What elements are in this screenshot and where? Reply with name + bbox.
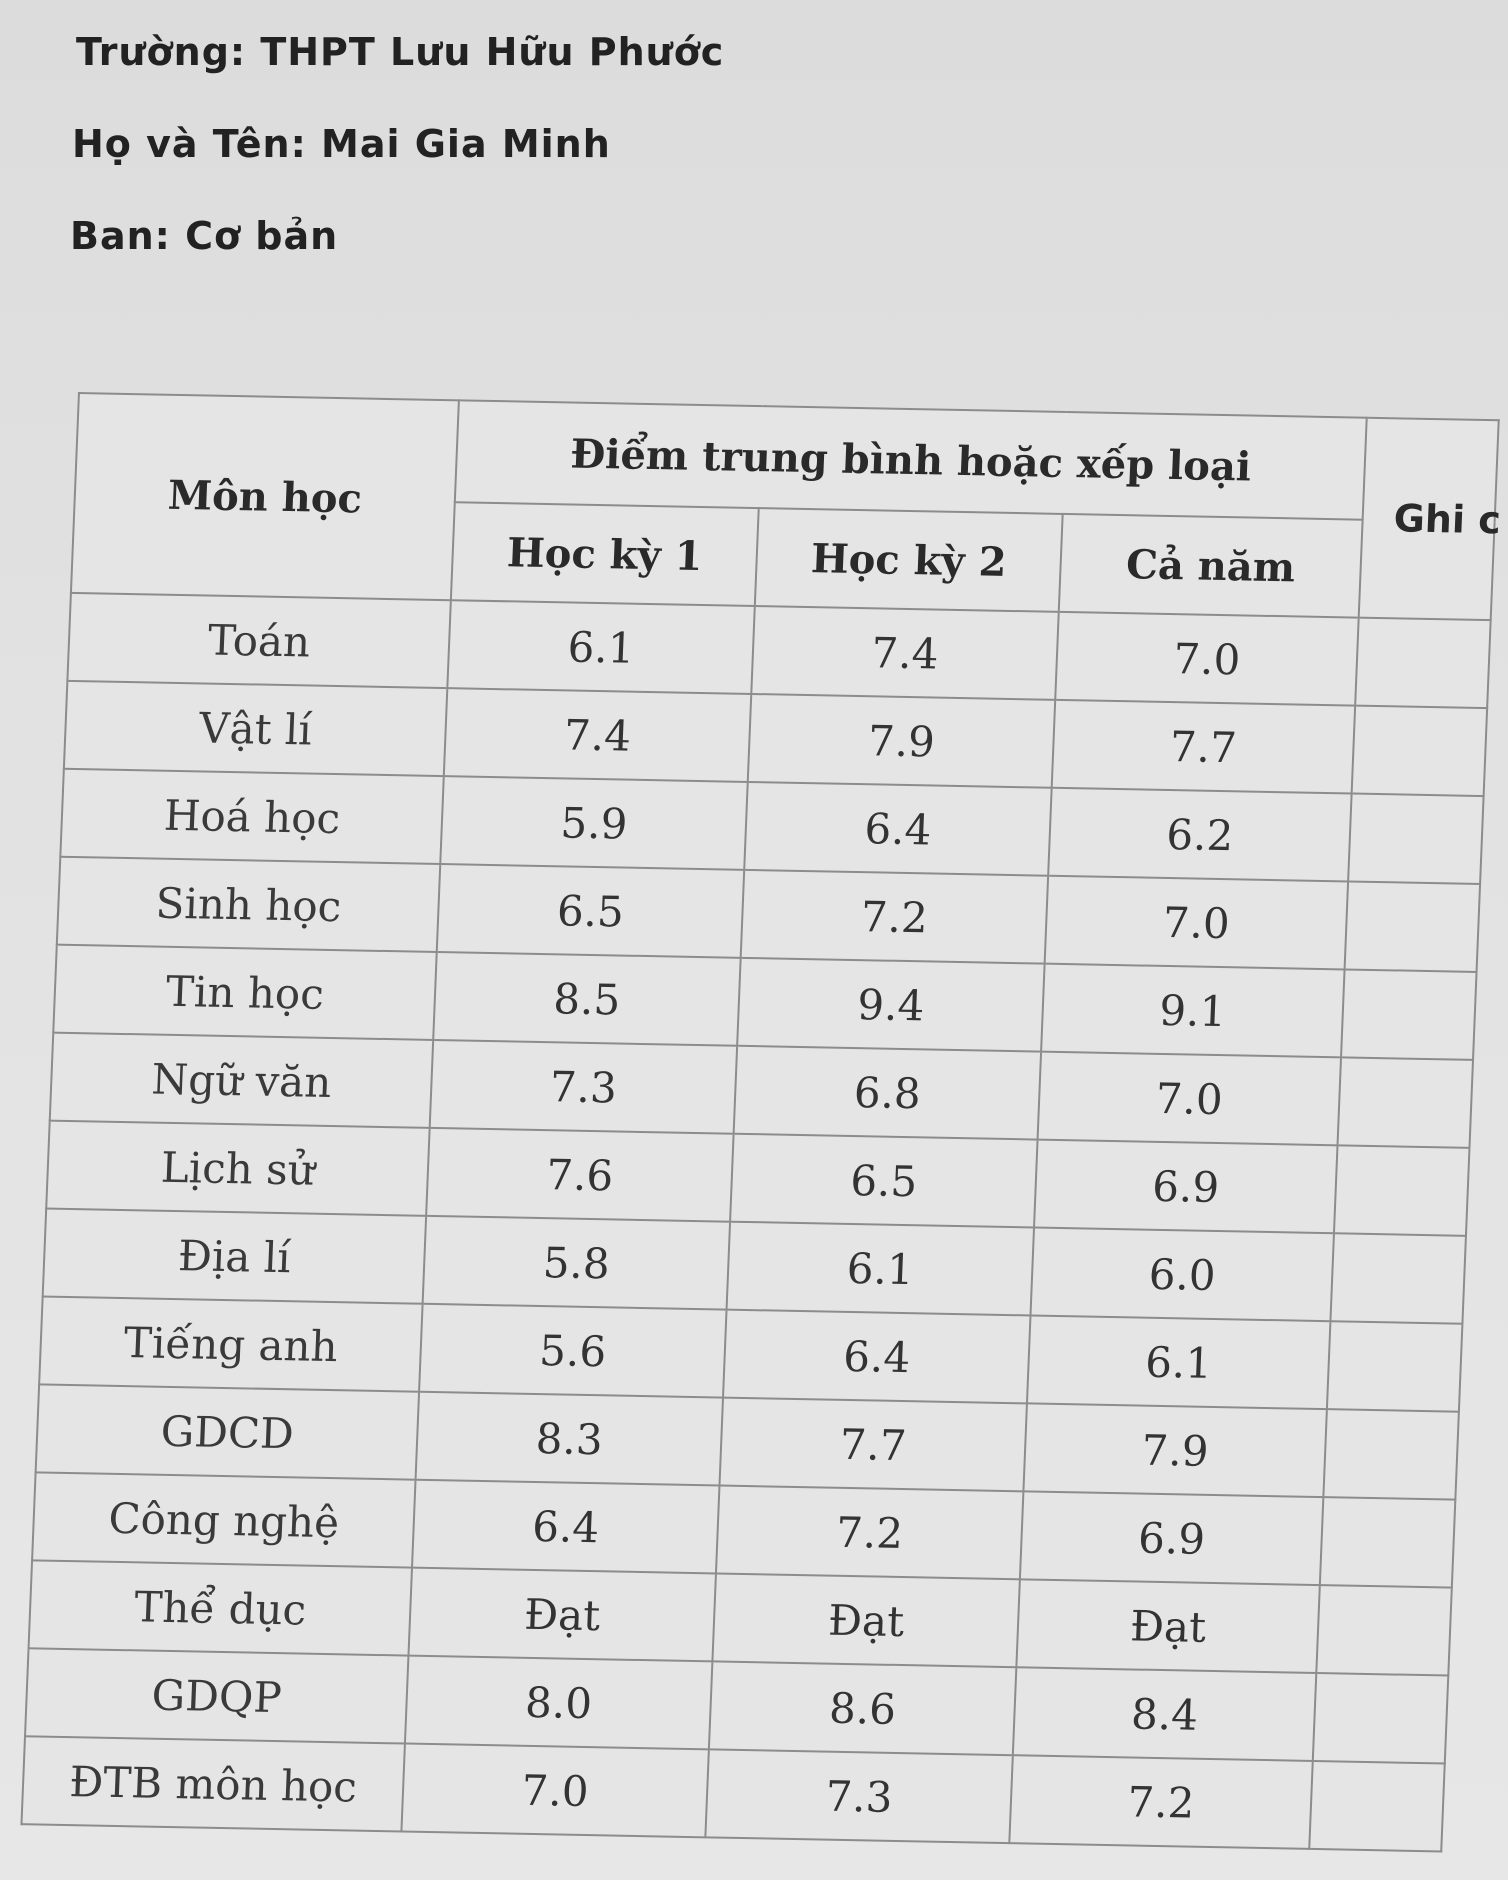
semester2-cell: 7.2	[741, 870, 1048, 964]
subject-cell: Sinh học	[57, 857, 440, 952]
note-cell	[1313, 1673, 1449, 1763]
semester1-cell: 5.8	[423, 1216, 730, 1310]
full-year-cell: 6.1	[1027, 1315, 1331, 1409]
full-year-cell: Đạt	[1016, 1579, 1320, 1673]
student-name-line: Họ và Tên: Mai Gia Minh	[72, 122, 611, 166]
semester2-cell: 9.4	[737, 958, 1044, 1052]
semester1-cell: 7.3	[430, 1040, 737, 1134]
full-year-cell: 7.0	[1038, 1052, 1342, 1146]
subject-cell: Tin học	[53, 945, 436, 1040]
note-cell	[1327, 1321, 1463, 1411]
full-year-cell: 7.0	[1045, 876, 1349, 970]
note-cell	[1316, 1585, 1452, 1675]
full-year-header: Cả năm	[1059, 514, 1363, 618]
subject-cell: Địa lí	[43, 1209, 426, 1304]
semester2-cell: 6.8	[734, 1046, 1041, 1140]
semester1-cell: 6.5	[437, 864, 744, 958]
subject-cell: Thể dục	[29, 1560, 412, 1655]
track-line: Ban: Cơ bản	[70, 214, 339, 258]
semester2-cell: Đạt	[712, 1573, 1019, 1667]
full-year-cell: 6.9	[1034, 1140, 1338, 1234]
semester2-cell: 6.1	[727, 1222, 1034, 1316]
full-year-cell: 6.9	[1020, 1491, 1324, 1585]
semester1-cell: 8.5	[433, 952, 740, 1046]
semester2-cell: 6.4	[723, 1310, 1030, 1404]
note-cell	[1348, 794, 1484, 884]
note-cell	[1341, 969, 1477, 1059]
note-cell	[1320, 1497, 1456, 1587]
semester1-cell: 8.3	[416, 1392, 723, 1486]
semester1-cell: 5.6	[419, 1304, 726, 1398]
table-header-row	[75, 393, 1499, 522]
subject-cell: GDQP	[25, 1648, 408, 1743]
full-year-cell: 7.0	[1055, 612, 1359, 706]
subject-cell: Tiếng anh	[39, 1296, 422, 1391]
semester2-header: Học kỳ 2	[755, 508, 1063, 612]
full-year-cell: 9.1	[1041, 964, 1345, 1058]
note-cell	[1338, 1057, 1474, 1147]
semester2-cell: 8.6	[709, 1661, 1016, 1755]
semester2-cell: 7.9	[748, 694, 1055, 788]
note-cell	[1334, 1145, 1470, 1235]
semester2-cell: 6.5	[730, 1134, 1037, 1228]
full-year-cell: 6.2	[1048, 788, 1352, 882]
semester2-cell: 7.7	[719, 1398, 1026, 1492]
subject-cell: Công nghệ	[32, 1472, 415, 1567]
subject-cell: Vật lí	[64, 681, 447, 776]
semester1-cell: 7.4	[444, 688, 751, 782]
note-cell	[1309, 1761, 1445, 1851]
full-year-cell: 7.7	[1052, 700, 1356, 794]
semester2-cell: 7.4	[751, 606, 1058, 700]
full-year-cell: 6.0	[1030, 1228, 1334, 1322]
grades-table-wrapper	[20, 392, 1507, 1853]
full-year-cell: 8.4	[1013, 1667, 1317, 1761]
semester1-cell: 7.0	[401, 1744, 708, 1838]
subject-cell: Ngữ văn	[50, 1033, 433, 1128]
note-cell	[1352, 706, 1488, 796]
note-column-header: Ghi c	[1359, 418, 1499, 620]
school-line: Trường: THPT Lưu Hữu Phước	[76, 30, 725, 74]
full-year-cell: 7.9	[1023, 1403, 1327, 1497]
semester1-cell: 7.6	[426, 1128, 733, 1222]
subject-cell: Hoá học	[60, 769, 443, 864]
semester1-cell: 6.1	[447, 600, 754, 694]
semester1-header: Học kỳ 1	[451, 502, 759, 606]
subject-column-header: Môn học	[71, 393, 459, 600]
subject-cell: Lịch sử	[46, 1121, 429, 1216]
semester2-cell: 7.2	[716, 1486, 1023, 1580]
note-cell	[1330, 1233, 1466, 1323]
full-year-cell: 7.2	[1009, 1755, 1313, 1849]
note-cell	[1345, 881, 1481, 971]
note-cell	[1323, 1409, 1459, 1499]
semester2-cell: 6.4	[744, 782, 1051, 876]
semester1-cell: Đạt	[408, 1568, 715, 1662]
subject-cell: ĐTB môn học	[21, 1736, 404, 1831]
semester2-cell: 7.3	[705, 1749, 1012, 1843]
grades-table	[20, 392, 1502, 1852]
semester1-cell: 6.4	[412, 1480, 719, 1574]
average-group-header: Điểm trung bình hoặc xếp loại	[455, 400, 1367, 519]
semester1-cell: 8.0	[405, 1656, 712, 1750]
subject-cell: Toán	[67, 593, 450, 688]
note-cell	[1355, 618, 1491, 708]
semester1-cell: 5.9	[440, 776, 747, 870]
subject-cell: GDCD	[36, 1384, 419, 1479]
